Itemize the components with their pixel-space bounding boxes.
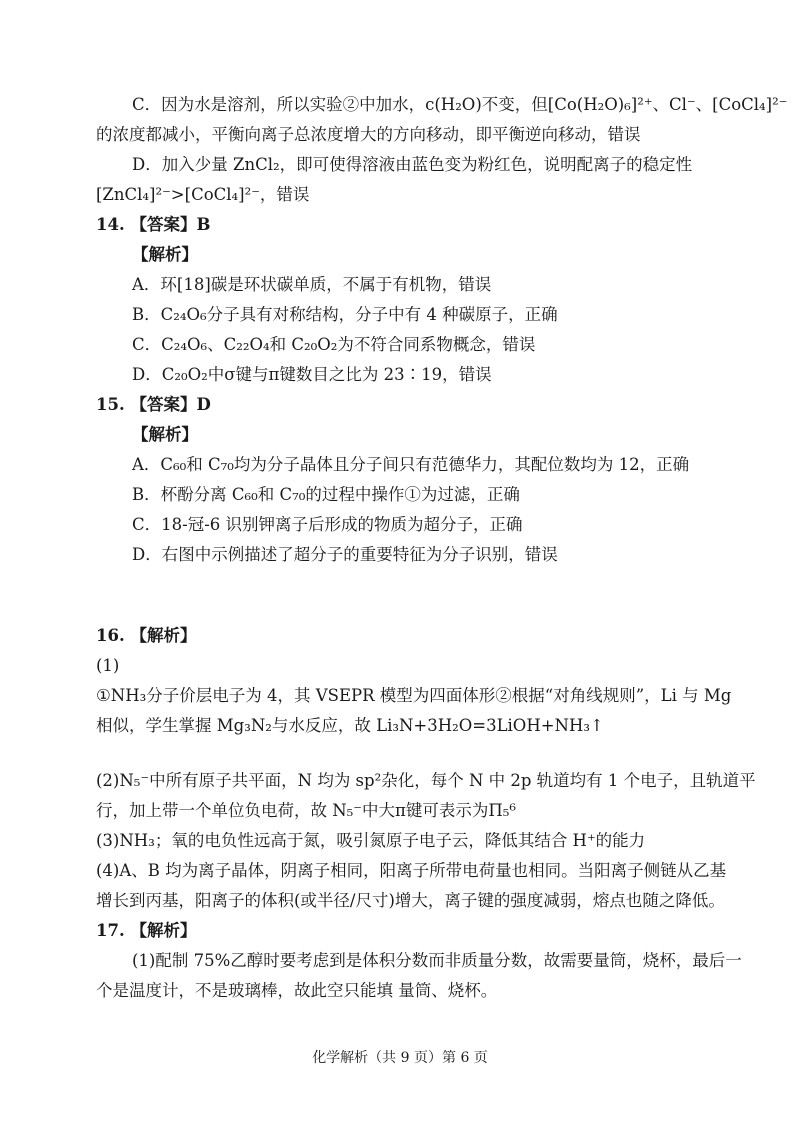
q17-line-2: 个是温度计，不是玻璃棒，故此空只能填 量筒、烧杯。: [96, 981, 498, 1000]
q17-line-1: (1)配制 75%乙醇时要考虑到是体积分数而非质量分数，故需要量筒，烧杯，最后一: [132, 951, 742, 970]
q17-analysis-heading: 17. 【解析】: [96, 921, 197, 940]
q16-part-4-line-2: 增长到丙基，阳离子的体积(或半径/尺寸)增大，离子键的强度减弱，熔点也随之降低。: [96, 891, 725, 910]
q15-option-b: B．杯酚分离 C₆₀和 C₇₀的过程中操作①为过滤，正确: [132, 485, 520, 504]
q16-part-1-line-2: 相似，学生掌握 Mg₃N₂与水反应，故 Li₃N+3H₂O=3LiOH+NH₃↑: [96, 716, 604, 735]
option-d-line-2: [ZnCl₄]²⁻>[CoCl₄]²⁻，错误: [96, 185, 310, 204]
q15-option-d: D．右图中示例描述了超分子的重要特征为分子识别，错误: [132, 545, 558, 564]
q15-analysis-heading: 【解析】: [132, 425, 198, 444]
option-d-line-1: D．加入少量 ZnCl₂，即可使得溶液由蓝色变为粉红色，说明配离子的稳定性: [132, 155, 693, 174]
q16-part-1-label: (1): [96, 656, 120, 675]
q14-analysis-heading: 【解析】: [132, 245, 198, 264]
q15-option-c: C．18-冠-6 识别钾离子后形成的物质为超分子，正确: [132, 515, 523, 534]
option-c-line-2: 的浓度都减小，平衡向离子总浓度增大的方向移动，即平衡逆向移动，错误: [96, 125, 641, 144]
q16-part-1-line-1: ①NH₃分子价层电子为 4，其 VSEPR 模型为四面体形②根据“对角线规则”，Li 与 Mg: [96, 686, 732, 705]
q14-option-c: C．C₂₄O₆、C₂₂O₄和 C₂₀O₂为不符合同系物概念，错误: [132, 335, 536, 354]
q15-answer-heading: 15. 【答案】D: [96, 395, 211, 414]
q14-option-b: B．C₂₄O₆分子具有对称结构，分子中有 4 种碳原子，正确: [132, 305, 558, 324]
q16-analysis-heading: 16. 【解析】: [96, 626, 197, 645]
q16-part-2-line-1: (2)N₅⁻中所有原子共平面，N 均为 sp²杂化，每个 N 中 2p 轨道均有 1 个电子，且轨道平: [96, 771, 756, 790]
q14-option-a: A．环[18]碳是环状碳单质，不属于有机物，错误: [132, 275, 492, 294]
q15-option-a: A．C₆₀和 C₇₀均为分子晶体且分子间只有范德华力，其配位数均为 12，正确: [132, 455, 690, 474]
q14-option-d: D．C₂₀O₂中σ键与π键数目之比为 23∶19，错误: [132, 365, 492, 384]
q16-part-2-line-2: 行，加上带一个单位负电荷，故 N₅⁻中大π键可表示为Π₅⁶: [96, 801, 516, 820]
q16-part-4-line-1: (4)A、B 均为离子晶体，阴离子相同，阳离子所带电荷量也相同。当阳离子侧链从乙基: [96, 861, 727, 880]
option-c-line-1: C．因为水是溶剂，所以实验②中加水，c(H₂O)不变，但[Co(H₂O)₆]²⁺、Cl⁻、[CoCl₄]²⁻: [132, 95, 788, 114]
q14-answer-heading: 14. 【答案】B: [96, 215, 211, 234]
q16-part-3: (3)NH₃；氧的电负性远高于氮，吸引氮原子电子云，降低其结合 H⁺的能力: [96, 831, 646, 850]
page-footer: 化学解析（共 9 页）第 6 页: [312, 1050, 488, 1066]
